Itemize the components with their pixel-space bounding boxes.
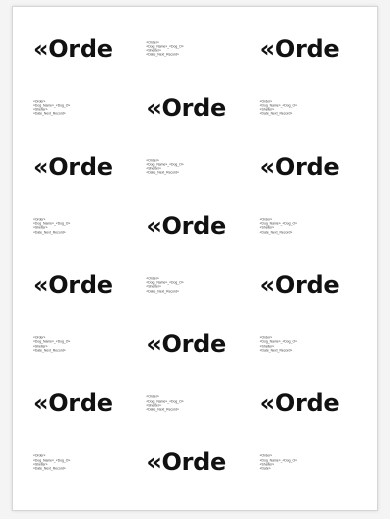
- merge-field-line: «Order»: [259, 99, 273, 104]
- label-cell: [140, 315, 253, 374]
- merge-field-line: «Order»: [146, 40, 159, 45]
- merge-field-line: «Order»: [259, 217, 273, 222]
- label-cell: [254, 78, 367, 137]
- merge-field-line: «Order»: [146, 158, 159, 163]
- merge-field-line: «Order»: [33, 99, 46, 104]
- label-cell: [27, 256, 140, 315]
- merge-field-order-large: «Orde: [146, 448, 227, 477]
- label-cell: [140, 196, 253, 255]
- merge-field-line: «Shelter»: [259, 462, 275, 467]
- merge-field-block: [33, 336, 70, 353]
- label-cell: [140, 19, 253, 78]
- label-cell: [254, 374, 367, 433]
- merge-field-line: «Shelter»: [146, 285, 161, 290]
- merge-field-line: «Order»: [33, 335, 46, 340]
- label-cell: [140, 78, 253, 137]
- merge-field-order-large: «Orde: [259, 271, 340, 300]
- merge-field-block: [260, 336, 297, 353]
- label-grid: [27, 19, 367, 492]
- merge-field-line: «Dog_Name»_«Dog_O»: [259, 458, 297, 463]
- label-cell: [140, 256, 253, 315]
- merge-field-line: «Shelter»: [33, 225, 48, 230]
- merge-field-line: «Order»: [33, 454, 46, 459]
- merge-field-line: «Dog_Name»_«Dog_O»: [259, 221, 297, 226]
- merge-field-line: «Order»: [146, 394, 159, 399]
- merge-field-line: «Dog_Name»_«Dog_O»: [33, 458, 71, 463]
- merge-field-line: «Dog_Name»_«Dog_O»: [146, 162, 184, 167]
- merge-field-line: «Order»: [146, 276, 159, 281]
- merge-field-line: «Dog_Name»_«Dog_O»: [259, 339, 297, 344]
- merge-field-block: [146, 277, 183, 294]
- merge-field-line: «Dog_Name»_«Dog_O»: [146, 280, 184, 285]
- merge-field-line: «Date_Next_Record»: [33, 111, 66, 116]
- merge-field-order-large: «Orde: [259, 34, 340, 63]
- merge-field-order-large: «Orde: [259, 152, 340, 181]
- label-cell: [140, 374, 253, 433]
- merge-field-line: «Order»: [259, 454, 273, 459]
- merge-field-line: «Shelter»: [259, 107, 275, 112]
- merge-field-line: «Date_Next_Record»: [259, 111, 293, 116]
- label-cell: [27, 78, 140, 137]
- merge-field-order-large: «Orde: [33, 271, 113, 300]
- label-cell: [27, 196, 140, 255]
- merge-field-line: «Shelter»: [259, 344, 275, 349]
- merge-field-line: «Order»: [259, 335, 273, 340]
- merge-field-line: «Date_Next_Record»: [33, 466, 66, 471]
- merge-field-line: «Date_Next_Record»: [146, 407, 179, 412]
- merge-field-order-large: «Orde: [33, 34, 113, 63]
- merge-field-order-large: «Orde: [33, 152, 113, 181]
- merge-field-block: [146, 40, 183, 57]
- merge-field-block: [260, 218, 297, 235]
- merge-field-line: «Date_Next_Record»: [33, 348, 66, 353]
- merge-field-block: [260, 454, 297, 471]
- merge-field-line: «Shelter»: [33, 107, 48, 112]
- merge-field-line: «Order»: [33, 217, 46, 222]
- label-cell: [27, 374, 140, 433]
- merge-field-line: «Shelter»: [146, 403, 161, 408]
- label-cell: [27, 315, 140, 374]
- merge-field-line: «Shelter»: [146, 166, 161, 171]
- merge-field-line: «Date_Next_Record»: [259, 348, 293, 353]
- merge-field-order-large: «Orde: [146, 93, 227, 122]
- merge-field-line: «Shelter»: [259, 225, 275, 230]
- merge-field-line: «Date»: [259, 466, 271, 471]
- merge-field-line: «Dog_Name»_«Dog_O»: [33, 339, 71, 344]
- label-cell: [254, 433, 367, 492]
- merge-field-block: [33, 218, 70, 235]
- merge-field-block: [33, 99, 70, 116]
- merge-field-block: [260, 99, 297, 116]
- merge-field-line: «Date_Next_Record»: [146, 289, 179, 294]
- merge-field-order-large: «Orde: [259, 389, 340, 418]
- label-cell: [140, 433, 253, 492]
- label-cell: [254, 19, 367, 78]
- merge-field-line: «Dog_Name»_«Dog_O»: [33, 221, 71, 226]
- merge-field-line: «Date_Next_Record»: [146, 171, 179, 176]
- label-cell: [27, 19, 140, 78]
- merge-field-line: «Date_Next_Record»: [33, 230, 66, 235]
- label-cell: [254, 315, 367, 374]
- label-cell: [27, 433, 140, 492]
- merge-field-block: [146, 395, 183, 412]
- merge-field-line: «Dog_Name»_«Dog_O»: [259, 103, 297, 108]
- label-cell: [254, 137, 367, 196]
- merge-field-line: «Dog_Name»_«Dog_O»: [146, 399, 184, 404]
- merge-field-order-large: «Orde: [146, 211, 227, 240]
- merge-field-line: «Shelter»: [146, 48, 161, 53]
- label-cell: [140, 137, 253, 196]
- label-sheet-page: [12, 6, 378, 511]
- merge-field-order-large: «Orde: [146, 330, 227, 359]
- label-cell: [27, 137, 140, 196]
- merge-field-block: [33, 454, 70, 471]
- merge-field-line: «Shelter»: [33, 344, 48, 349]
- merge-field-line: «Shelter»: [33, 462, 48, 467]
- label-cell: [254, 256, 367, 315]
- label-cell: [254, 196, 367, 255]
- merge-field-line: «Date_Next_Record»: [146, 52, 179, 57]
- merge-field-line: «Dog_Name»_«Dog_O»: [33, 103, 71, 108]
- merge-field-line: «Date_Next_Record»: [259, 230, 293, 235]
- merge-field-block: [146, 158, 183, 175]
- merge-field-order-large: «Orde: [33, 389, 113, 418]
- merge-field-line: «Dog_Name»_«Dog_O»: [146, 44, 184, 49]
